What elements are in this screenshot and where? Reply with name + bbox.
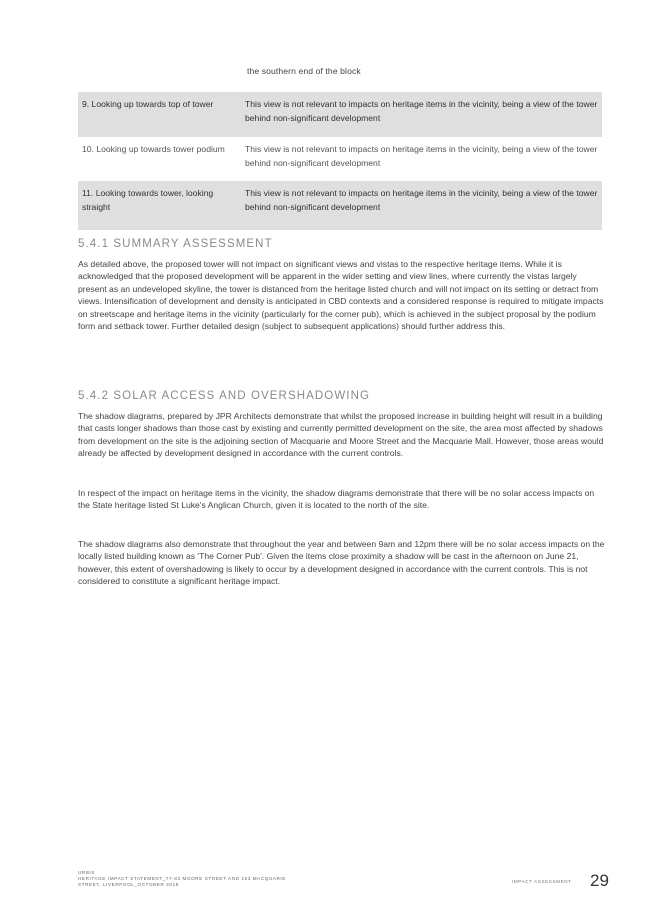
view-cell: 10. Looking up towards tower podium	[82, 144, 225, 154]
page-number: 29	[590, 871, 609, 890]
impact-cell: This view is not relevant to impacts on heritage items in the vicinity, being a view of the tower behind non-significant development	[245, 99, 598, 123]
section-heading-summary-assessment: 5.4.1 SUMMARY ASSESSMENT	[78, 238, 273, 250]
table-continuation-text: the southern end of the block	[247, 66, 361, 76]
solar-access-paragraph-3: The shadow diagrams also demonstrate that throughout the year and between 9am and 12pm there will be no solar access impacts on the locally listed building known as 'The Corner Pub'. Given the items close proximity a shadow will be cast in the afternoon on June 21, however, this extent of overshadowing is likely to occur by a development designed in accordance with the current controls. This is not considered to constitute a significant heritage impact.	[78, 539, 605, 587]
footer-section-label: IMPACT ASSESSMENT	[512, 879, 572, 884]
view-cell: 11. Looking towards tower, looking straight	[82, 188, 214, 212]
solar-access-paragraph-2: In respect of the impact on heritage items in the vicinity, the shadow diagrams demonstrate that there will be no solar access impacts on the State heritage listed St Luke's Anglican Church, given it is located to the north of the site.	[78, 488, 595, 511]
solar-access-paragraph-1: The shadow diagrams, prepared by JPR Architects demonstrate that whilst the proposed increase in building height will result in a building that casts longer shadows than those cast by existing and currently permitted development on the site, the area most affected by shadows from development on the site is the adjoining section of Macquarie and Moore Street and the Macquarie Mall. However, those areas would already be affected by development designed in accordance with the current controls.	[78, 411, 604, 459]
table-row	[78, 181, 602, 230]
table-row	[78, 92, 602, 137]
view-cell: 9. Looking up towards top of tower	[82, 99, 214, 109]
footer-document-subtitle: STREET, LIVERPOOL_OCTOBER 2018	[78, 882, 179, 887]
footer-company: URBIS	[78, 870, 96, 875]
impact-cell: This view is not relevant to impacts on heritage items in the vicinity, being a view of the tower behind non-significant development	[245, 188, 598, 212]
summary-assessment-paragraph: As detailed above, the proposed tower will not impact on significant views and vistas to the respective heritage items. While it is acknowledged that the proposed development will be apparent in the wider setting and view lines, where currently the vistas largely present as an undeveloped skyline, the tower is distanced from the heritage listed church and will not impact on its setting or detract from views. Intensification of development and density is anticipated in CBD contexts and a considered response is required to mitigate impacts on streetscape and heritage items in the vicinity (particularly for the corner pub), which is achieved in the subject proposal by the podium form and setback tower. Further detailed design (subject to subsequent applications) should further address this.	[78, 259, 604, 332]
footer-document-info	[78, 870, 368, 888]
view-assessment-table	[78, 92, 602, 230]
table-row	[78, 137, 602, 181]
section-heading-solar-access: 5.4.2 SOLAR ACCESS AND OVERSHADOWING	[78, 390, 371, 402]
footer-document-title: HERITAGE IMPACT STATEMENT_77-83 MOORE STREET AND 193 MACQUARIE	[78, 876, 286, 881]
impact-cell: This view is not relevant to impacts on heritage items in the vicinity, being a view of the tower behind non-significant development	[245, 144, 598, 168]
